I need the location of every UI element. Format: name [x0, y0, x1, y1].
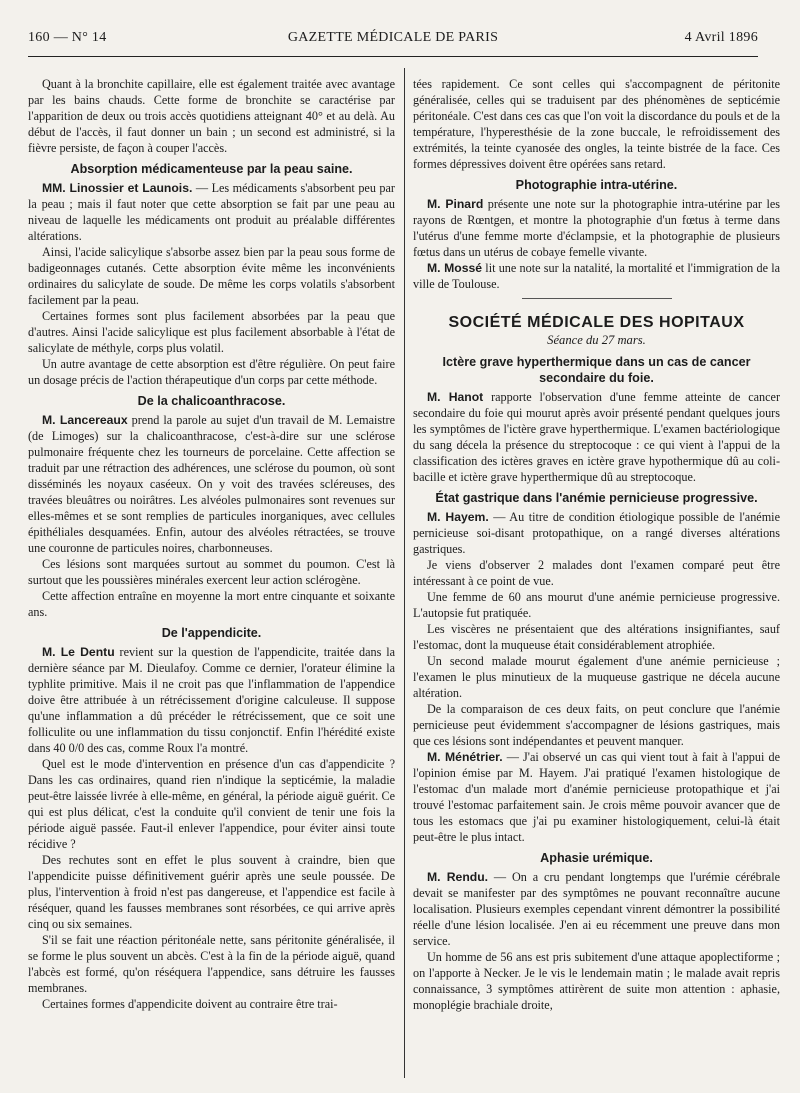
right-column [413, 76, 780, 1013]
paragraph: M. Rendu. — On a cru pendant longtemps que l'urémie cérébrale devait se manifester par des symptômes ne pouvant reconnaître aucune localisation. Plusieurs exemples cependant vinrent démontrer la possibilité réelle d'une lésion localisée. J'en ai eu récemment une preuve dans mon service. [413, 870, 780, 948]
paragraph: M. Lancereaux prend la parole au sujet d'un travail de M. Lemaistre (de Limoges) sur la chalicoanthracose, c'est-à-dire sur une sclérose pulmonaire fréquente chez les tourneurs de porcelaine. Cette affection se traduit par une rétraction des adhérences, une sclérose du poumon, où sont disséminés les noyaux caséeux. On y voit des travées scléreuses, des travées bleuâtres ou noirâtres. Les alvéoles pulmonaires sont revenues sur elles-mêmes et se sont remplies de particules inorganiques, avec cellules épithéliales desquamées. Enfin, autour des alvéoles rétractées, se trouve une couronne de particules noires, charbonneuses. [28, 413, 395, 555]
section-heading: Aphasie urémique. [540, 851, 653, 865]
paragraph: M. Le Dentu revient sur la question de l'appendicite, traitée dans la dernière séance par M. Dieulafoy. Comme ce dernier, l'orateur élimine la typhlite primitive. Mais il ne croit pas que l'inflammation de l'appendice doive être attribuée à un rétrécissement d'origine calculeuse. Il suppose qu'une inflammation a dû précéder le rétrécissement, que ce soit une folliculite ou une inflammation du tissu conjonctif. Enfin l'hérédité existe dans 40 0/0 des cas, comme Roux l'a montré. [28, 645, 396, 755]
issue-date: 4 Avril 1896 [684, 30, 758, 45]
left-column [28, 76, 395, 1012]
paragraph: M. Ménétrier. — J'ai observé un cas qui vient tout à fait à l'appui de l'opinion émise par M. Hayem. J'ai pratiqué l'examen histologique de l'estomac d'un malade mort d'anémie pernicieuse protopathique et j'ai trouvé l'estomac parfaitement sain. Je crois même pouvoir avancer que de tous les estomacs que j'ai pu examiner histologiquement, celui-là était peut-être le plus intact. [413, 750, 781, 844]
section-heading: De la chalicoanthracose. [137, 394, 286, 408]
paragraph: S'il se fait une réaction péritonéale nette, sans péritonite généralisée, il se forme le plus souvent un abcès. C'est à la fin de la période aiguë, quand l'abcès est formé, qu'on réséquera l'appendice, sans détruire les fausses membranes. [28, 933, 395, 995]
paragraph: Quant à la bronchite capillaire, elle est également traitée avec avantage par les bains chauds. Cette forme de bronchite se caractérise par l'apparition de deux ou trois accès quotidiens atteignant 40° et au delà. Au début de l'accès, il faut donner un bain ; un second est administré, si la fièvre persiste, de façon à couper l'accès. [28, 77, 395, 155]
page-header [28, 30, 758, 52]
paragraph: Quel est le mode d'intervention en présence d'un cas d'appendicite ? Dans les cas ordinaires, quand rien n'indique la septicémie, la maladie peut-être laissée livrée à elle-même, en général, la période aiguë guérit. Ce qui est plus délicat, c'est la conduite qu'il convient de tenir une fois la période aiguë passée. Faut-il enlever l'appendice, pour éviter ainsi toute récidive ? [28, 757, 395, 851]
paragraph: De la comparaison de ces deux faits, on peut conclure que l'anémie pernicieuse peut évidemment s'accompagner de lésions gastriques, mais que ces lésions sont indépendantes et peuvent manquer. [413, 702, 780, 748]
section-heading: Ictère grave hyperthermique dans un cas de cancer secondaire du foie. [442, 355, 751, 385]
paragraph: Cette affection entraîne en moyenne la mort entre cinquante et soixante ans. [28, 589, 395, 619]
paragraph: Un homme de 56 ans est pris subitement d'une attaque apoplectiforme ; on l'apporte à Necker. Je le vis le lendemain matin ; le malade avait repris connaissance, 3 symptômes attirèrent de suite mon attention : aphasie, monoplégie brachiale droite, [413, 950, 780, 1012]
paragraph: Un autre avantage de cette absorption est d'être régulière. On peut faire un dosage précis de l'action thérapeutique d'un corps par cette méthode. [28, 357, 395, 387]
paragraph: Les viscères ne présentaient que des altérations insignifiantes, sauf l'estomac, dont la muqueuse était considérablement atrophiée. [413, 622, 780, 652]
speaker-name: M. Rendu. [427, 870, 489, 884]
session-date: Séance du 27 mars. [547, 333, 646, 347]
section-separator [522, 298, 672, 299]
paragraph: M. Pinard présente une note sur la photographie intra-utérine par les rayons de Rœntgen, et montre la photographie d'un fœtus à terme dans l'utérus d'une femme morte d'éclampsie, et la photographie de plusieurs fœtus dans un utérus de cobaye femelle vivante. [413, 197, 780, 259]
paragraph: M. Mossé lit une note sur la natalité, la mortalité et l'immigration de la ville de Toulouse. [413, 261, 781, 291]
paragraph: MM. Linossier et Launois. — Les médicaments s'absorbent peu par la peau ; mais il faut noter que cette absorption se fait par une peau au niveau de laquelle les médicaments ont produit au préalable différentes altérations. [28, 181, 395, 243]
paragraph: Certaines formes d'appendicite doivent au contraire être trai- [42, 997, 338, 1011]
speaker-name: M. Hanot [427, 390, 484, 404]
journal-title: GAZETTE MÉDICALE DE PARIS [287, 30, 499, 45]
paragraph: tées rapidement. Ce sont celles qui s'accompagnent de péritonite généralisée, celles qui se traduisent par des phénomènes de septicémie péritonéale. C'est dans ces cas que l'on voit la discordance du pouls et de la température, l'hyperesthésie de la zone buccale, le refroidissement des extrémités, la teinte cyanosée des ongles, la teinte bistrée de la face. Ces formes dépressives doivent être opérées sans retard. [413, 77, 780, 171]
speaker-name: M. Ménétrier. [427, 750, 503, 764]
section-heading: État gastrique dans l'anémie pernicieuse progressive. [435, 491, 758, 505]
paragraph: Des rechutes sont en effet le plus souvent à craindre, bien que l'appendicite puisse définitivement guérir après une seule poussée. De plus, l'intervention à froid n'est pas dangereuse, et l'appendice est facile à réséquer, quand les fausses membranes sont résorbées, ce qui arrive après cinq ou six semaines. [28, 853, 395, 931]
paragraph: Je viens d'observer 2 malades dont l'examen comparé peut être intéressant à ce point de vue. [413, 558, 780, 588]
speaker-name: M. Pinard [427, 197, 484, 211]
paragraph: M. Hayem. — Au titre de condition étiologique possible de l'anémie pernicieuse soi-disant protopathique, on a rangé diverses altérations gastriques. [413, 510, 780, 556]
society-heading: SOCIÉTÉ MÉDICALE DES HOPITAUX [448, 314, 745, 331]
paragraph: Une femme de 60 ans mourut d'une anémie pernicieuse progressive. L'autopsie fut pratiquée. [413, 590, 780, 620]
section-heading: De l'appendicite. [161, 626, 262, 640]
page-number: 160 — N° 14 [28, 30, 107, 45]
header-rule [28, 56, 758, 57]
section-heading: Photographie intra-utérine. [515, 178, 678, 192]
paragraph: Ces lésions sont marquées surtout au sommet du poumon. C'est là surtout que les poussières minérales exercent leur action sclérogène. [28, 557, 395, 587]
section-heading: Absorption médicamenteuse par la peau saine. [70, 162, 353, 176]
paragraph: Ainsi, l'acide salicylique s'absorbe assez bien par la peau sous forme de badigeonnages cutanés. Cette absorption évite même les inconvénients ordinaires du salicylate de soude. De même les corps volatils s'absorbent facilement par la peau. [28, 245, 395, 307]
paragraph: M. Hanot rapporte l'observation d'une femme atteinte de cancer secondaire du foie qui mourut après avoir présenté pendant quelques jours les symptômes de l'ictère grave hyperthermique. L'examen bactériologique du sang décela la présence du streptocoque : ce qui vient à l'appui de la classification des ictères graves en ictère grave hypothermique dû au coli-bacille et ictère grave hyperthermique dû au streptocoque. [413, 390, 781, 484]
speaker-name: M. Hayem. [427, 510, 489, 524]
paragraph: Certaines formes sont plus facilement absorbées par la peau que d'autres. Ainsi l'acide salicylique est plus facilement absorbable à l'état de salicylate de méthyle, corps plus volatil. [28, 309, 395, 355]
speaker-name: M. Le Dentu [42, 645, 115, 659]
paragraph: Un second malade mourut également d'une anémie pernicieuse ; l'examen le plus minutieux de la muqueuse gastrique ne décela aucune altération. [413, 654, 780, 700]
speaker-name: MM. Linossier et Launois. [42, 181, 193, 195]
speaker-name: M. Lancereaux [42, 413, 128, 427]
column-divider [404, 68, 405, 1078]
speaker-name: M. Mossé [427, 261, 483, 275]
